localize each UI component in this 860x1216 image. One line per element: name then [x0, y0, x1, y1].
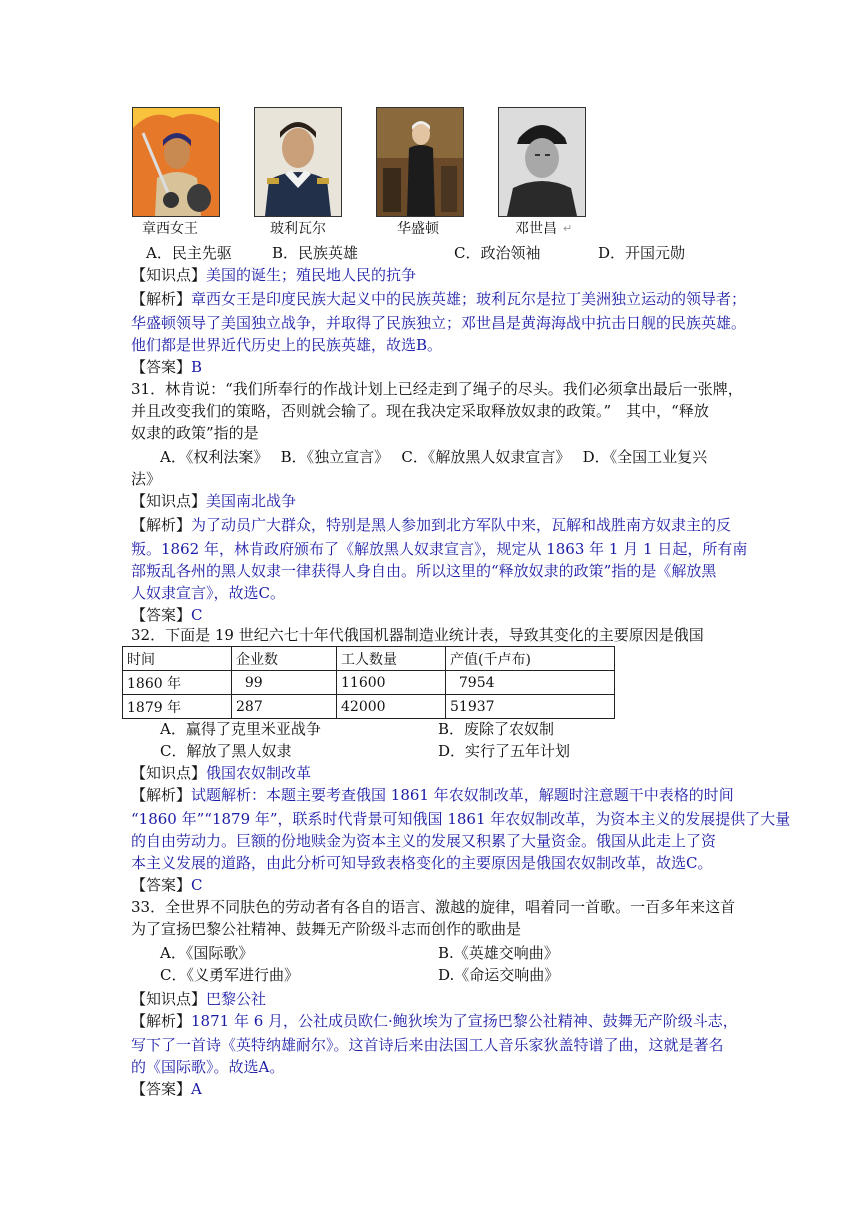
q30-analysis-line-2: 华盛顿领导了美国独立战争，并取得了民族独立；邓世昌是黄海海战中抗击日舰的民族英雄。 — [131, 314, 747, 332]
q30-answer: 【答案】B — [131, 358, 203, 376]
q32-analysis-line-1: 【解析】试题解析：本题主要考查俄国 1861 年农奴制改革，解题时注意题干中表格的时间 — [131, 786, 734, 804]
q31-stem-line-1: 31．林肯说：“我们所奉行的作战计划上已经走到了绳子的尽头。我们必须拿出最后一张牌， — [131, 380, 743, 398]
q32-analysis-line-2: “1860 年”“1879 年”，联系时代背景可知俄国 1861 年农奴制改革，为资本主义的发展提供了大量 — [131, 810, 791, 828]
q32-option-a: A．赢得了克里米亚战争 — [160, 720, 321, 738]
table-cell: 99 — [232, 671, 337, 695]
q30-option-d: D．开国元勋 — [598, 244, 686, 262]
q32-options-row-2 — [160, 741, 571, 761]
table-cell: 1860 年 — [123, 671, 232, 695]
q33-option-b: B.《英雄交响曲》 — [438, 944, 559, 962]
q33-options-row-1 — [160, 943, 559, 963]
portrait-bolivar — [254, 107, 342, 217]
q31-analysis-line-1: 【解析】为了动员广大群众，特别是黑人参加到北方军队中来，瓦解和战胜南方奴隶主的反 — [131, 516, 732, 534]
warrior-queen-image — [133, 108, 219, 216]
q30-option-a: A．民主先驱 — [146, 244, 232, 262]
q33-options-row-2 — [160, 965, 560, 985]
q31-knowledge-point: 【知识点】美国南北战争 — [131, 492, 297, 510]
q32-option-b: B．废除了农奴制 — [438, 720, 555, 738]
portrait-rani-of-jhansi — [132, 107, 220, 217]
table-header-cell: 时间 — [123, 647, 232, 671]
statistics-table — [122, 646, 615, 719]
q31-stem-line-2: 并且改变我们的策略，否则就会输了。现在我决定采取释放奴隶的政策。” 其中，“释放 — [131, 402, 709, 420]
portrait-deng-shichang — [498, 107, 586, 217]
q32-answer: 【答案】C — [131, 876, 203, 894]
q30-knowledge-point — [131, 265, 416, 285]
q33-option-a: A．《国际歌》 — [160, 944, 254, 962]
q33-stem-line-1: 33．全世界不同肤色的劳动者有各自的语言、激越的旋律，唱着同一首歌。一百多年来这首 — [131, 898, 736, 916]
return-mark-icon: ↵ — [563, 222, 573, 235]
q32-option-c: C．解放了黑人奴隶 — [160, 742, 292, 760]
washington-image — [377, 108, 463, 216]
q33-option-d: D.《命运交响曲》 — [438, 966, 560, 984]
bolivar-image — [255, 108, 341, 216]
q31-stem-line-3: 奴隶的政策”指的是 — [131, 424, 259, 442]
q30-analysis-line-3: 他们都是世界近代历史上的民族英雄，故选B。 — [131, 336, 443, 354]
q31-options-line-1: A．《权利法案》 B．《独立宣言》 C．《解放黑人奴隶宣言》 D．《全国工业复兴 — [160, 448, 708, 466]
q33-stem-line-2: 为了宣扬巴黎公社精神、鼓舞无产阶级斗志而创作的歌曲是 — [131, 920, 522, 938]
deng-shichang-image — [499, 108, 585, 216]
caption-bolivar: 玻利瓦尔 — [270, 221, 326, 237]
table-cell: 51937 — [446, 695, 615, 719]
q31-analysis-line-2: 叛。1862 年，林肯政府颁布了《解放黑人奴隶宣言》，规定从 1863 年 1 月 1 日起，所有南 — [131, 540, 748, 558]
q30-analysis-line-1: 【解析】章西女王是印度民族大起义中的民族英雄；玻利瓦尔是拉丁美洲独立运动的领导者； — [131, 290, 747, 308]
table-header-row — [123, 647, 615, 671]
q33-analysis-line-3: 的《国际歌》。故选A。 — [131, 1058, 285, 1076]
table-header-cell: 企业数 — [232, 647, 337, 671]
q32-options-row-1 — [160, 719, 555, 739]
table-cell: 287 — [232, 695, 337, 719]
caption-washington: 华盛顿 — [397, 221, 439, 237]
q32-analysis-line-3: 的自由劳动力。巨额的份地赎金为资本主义的发展又积累了大量资金。俄国从此走上了资 — [131, 832, 717, 850]
table-cell: 1879 年 — [123, 695, 232, 719]
table-row — [123, 671, 615, 695]
table-row — [123, 695, 615, 719]
q33-analysis-line-1: 【解析】1871 年 6 月，公社成员欧仁·鲍狄埃为了宣扬巴黎公社精神、鼓舞无产阶级斗志， — [131, 1012, 738, 1030]
caption-rani-of-jhansi: 章西女王 — [142, 221, 198, 237]
q30-answer-value: B — [191, 358, 203, 376]
q32-stem: 32．下面是 19 世纪六七十年代俄国机器制造业统计表，导致其变化的主要原因是俄国 — [131, 626, 704, 644]
table-header-cell: 工人数量 — [337, 647, 446, 671]
table-header-cell: 产值(千卢布) — [446, 647, 615, 671]
caption-deng-shichang: 邓世昌 — [515, 221, 557, 237]
q32-analysis-line-4: 本主义发展的道路，由此分析可知导致表格变化的主要原因是俄国农奴制改革，故选C。 — [131, 854, 713, 872]
q31-options-line-2: 法》 — [131, 470, 162, 488]
table-cell: 11600 — [337, 671, 446, 695]
q31-analysis-line-3: 部叛乱各州的黑人奴隶一律获得人身自由。所以这里的“释放奴隶的政策”指的是《解放黑 — [131, 562, 717, 580]
q30-kp-text: 美国的诞生；殖民地人民的抗争 — [206, 266, 417, 284]
q33-knowledge-point: 【知识点】巴黎公社 — [131, 990, 267, 1008]
q30-options — [146, 243, 686, 263]
q33-answer: 【答案】A — [131, 1080, 202, 1098]
q32-option-d: D．实行了五年计划 — [438, 742, 571, 760]
q33-analysis-line-2: 写下了一首诗《英特纳雄耐尔》。这首诗后来由法国工人音乐家狄盖特谱了曲，这就是著名 — [131, 1036, 724, 1054]
q31-analysis-line-4: 人奴隶宣言》，故选C。 — [131, 584, 285, 602]
analysis-tag: 【解析】 — [131, 290, 192, 308]
portrait-washington — [376, 107, 464, 217]
q31-answer: 【答案】C — [131, 606, 203, 624]
q30-option-b: B．民族英雄 — [272, 244, 359, 262]
q33-option-c: C．《义勇军进行曲》 — [160, 966, 299, 984]
kp-tag: 【知识点】 — [131, 266, 207, 284]
q32-knowledge-point: 【知识点】俄国农奴制改革 — [131, 764, 312, 782]
table-cell: 42000 — [337, 695, 446, 719]
table-cell: 7954 — [446, 671, 615, 695]
q30-option-c: C．政治领袖 — [454, 244, 541, 262]
